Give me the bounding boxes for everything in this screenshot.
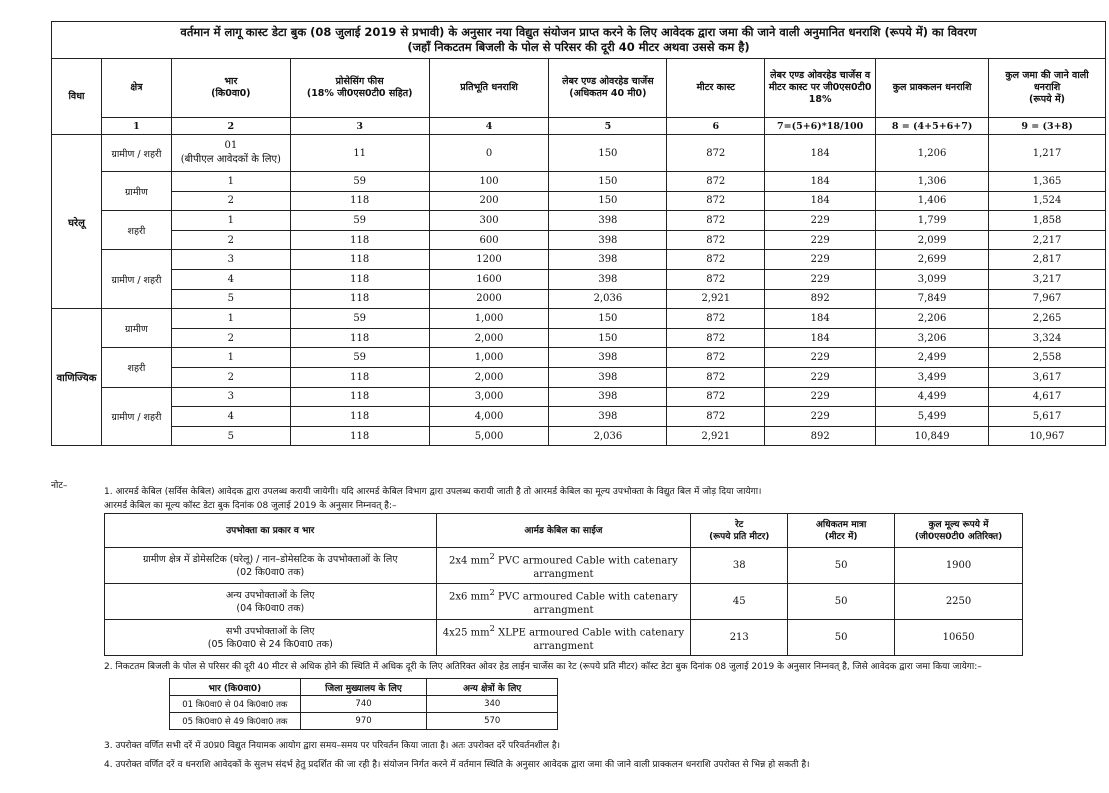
table-cell: 229 (765, 407, 876, 427)
table-cell: 872 (667, 367, 765, 387)
table-cell: 398 (549, 230, 667, 250)
table-cell: 1,000 (429, 348, 549, 368)
table-cell: 118 (290, 250, 429, 270)
table-cell: 2000 (429, 289, 549, 309)
table-cell: 3 (171, 250, 290, 270)
table-cell: 2 (171, 191, 290, 211)
table-cell: 2,036 (549, 289, 667, 309)
table-cell: 150 (549, 191, 667, 211)
table-cell: 118 (290, 367, 429, 387)
table-cell: 1 (171, 211, 290, 231)
cable-rate-cell: 38 (691, 548, 788, 584)
cable-size: 2x6 mm (449, 591, 490, 603)
table-cell: 11 (290, 135, 429, 172)
area-cell: ग्रामीण / शहरी (101, 135, 171, 172)
column-index: 2 (171, 118, 290, 135)
table-cell: 184 (765, 135, 876, 172)
table-cell: 184 (765, 191, 876, 211)
cable-size-cell (436, 620, 691, 656)
note-1: 1. आरमर्ड केबिल (सर्विस केबिल) आवेदक द्वारा उपलब्ध करायी जायेगी। यदि आरमर्ड केबिल विभाग द्वारा उपलब्ध करायी जाती है तो आरमर्ड केबिल का मूल्य उपभोक्ता के विद्युत बिल में जोड़ दिया जायेगा। (104, 487, 762, 497)
load-cell (171, 135, 290, 172)
consumer-type-cell (105, 620, 437, 656)
header-meter-cost: मीटर कास्ट (667, 59, 765, 118)
table-cell: 4 (171, 407, 290, 427)
column-index: 7=(5+6)*18/100 (765, 118, 876, 135)
table-cell: 5,499 (876, 407, 989, 427)
header-total-estimate: कुल प्राक्कलन धनराशि (876, 59, 989, 118)
bpl-note: (बीपीएल आवेदकों के लिए) (180, 154, 281, 165)
table-cell: 872 (667, 250, 765, 270)
column-index: 8 = (4+5+6+7) (876, 118, 989, 135)
table-cell: 59 (290, 172, 429, 192)
table-cell: 184 (765, 172, 876, 192)
cable-description: XLPE armoured Cable with catenary arrangment (494, 627, 685, 652)
cable-description: PVC armoured Cable with catenary arrangment (494, 555, 678, 580)
cable-size: 4x25 mm (442, 627, 490, 639)
consumer-load: (05 कि0वा0 से 24 कि0वा0 तक) (207, 638, 333, 650)
table-cell: 2,921 (667, 426, 765, 446)
table-row (52, 367, 1106, 387)
table-cell: 5 (171, 426, 290, 446)
table-cell: 892 (765, 289, 876, 309)
table-row (105, 620, 1023, 656)
connection-charges-table (51, 21, 1106, 446)
table-cell: 398 (549, 211, 667, 231)
note-4: 4. उपरोक्त वर्णित दरें व धनराशि आवेदकों के सुलभ संदर्भ हेतु प्रदर्शित की जा रही है। संयोजन निर्गत करने में वर्तमान स्थिति के अनुसार आवेदक द्वारा जमा की जाने वाली प्राक्कलन धनराशि उपरोक्त से भिन्न हो सकती है। (104, 760, 810, 770)
header-processing-fee: प्रोसेसिंग फीस (18% जी0एस0टी0 सहित) (290, 59, 429, 118)
table-cell: 1 (171, 172, 290, 192)
table-cell: 229 (765, 230, 876, 250)
consumer-type: ग्रामीण क्षेत्र में डोमेसटिक (घरेलू) / नान–डोमेसटिक के उपभोक्ताओं के लिए (142, 553, 398, 565)
cable-rate-cell: 45 (691, 584, 788, 620)
table-cell: 2,000 (429, 367, 549, 387)
table-cell: 2,699 (876, 250, 989, 270)
table-row (52, 172, 1106, 192)
table-cell: 872 (667, 348, 765, 368)
table-row (52, 426, 1106, 446)
header-labour-overhead: लेबर एण्ड ओवरहेड चार्जेस (अधिकतम 40 मी0) (549, 59, 667, 118)
table-row (52, 230, 1106, 250)
table-cell: 2,099 (876, 230, 989, 250)
table-cell: 872 (667, 309, 765, 329)
title-line-2: (जहाँ निकटतम बिजली के पोल से परिसर की दूरी 40 मीटर अथवा उससे कम है) (407, 40, 750, 54)
table-cell: 229 (765, 269, 876, 289)
header-district-hq: जिला मुख्यालय के लिए (300, 679, 427, 696)
table-cell: 7,967 (989, 289, 1106, 309)
table-cell: 398 (549, 387, 667, 407)
title-line-1: वर्तमान में लागू कास्ट डेटा बुक (08 जुलाई 2019 से प्रभावी) के अनुसार नया विद्युत संयोजन प्राप्त करने के लिए आवेदक द्वारा जमा की जाने वाली अनुमानित धनराशि (रूपये में) का विवरण (180, 25, 977, 39)
cable-qty-cell: 50 (788, 620, 895, 656)
table-cell: 229 (765, 348, 876, 368)
table-row (52, 407, 1106, 427)
table-row (52, 269, 1106, 289)
table-cell: 872 (667, 269, 765, 289)
table-cell: 300 (429, 211, 549, 231)
cable-size-cell (436, 548, 691, 584)
table-cell: 570 (427, 713, 558, 730)
table-cell: 184 (765, 328, 876, 348)
table-cell: 398 (549, 269, 667, 289)
table-cell: 229 (765, 211, 876, 231)
area-cell: शहरी (101, 348, 171, 387)
table-cell: 7,849 (876, 289, 989, 309)
column-index: 4 (429, 118, 549, 135)
table-row (52, 348, 1106, 368)
header-other-areas: अन्य क्षेत्रों के लिए (427, 679, 558, 696)
table-cell: 2,499 (876, 348, 989, 368)
column-index: 1 (101, 118, 171, 135)
table-row (52, 309, 1106, 329)
table-row (170, 713, 558, 730)
table-cell: 3,324 (989, 328, 1106, 348)
area-cell: ग्रामीण (101, 309, 171, 348)
table-cell: 2 (171, 367, 290, 387)
table-row (52, 191, 1106, 211)
table-cell: 5,000 (429, 426, 549, 446)
category-cell: घरेलू (52, 135, 102, 309)
table-cell: 2,817 (989, 250, 1106, 270)
table-cell: 1,406 (876, 191, 989, 211)
table-cell: 150 (549, 135, 667, 172)
table-cell: 150 (549, 328, 667, 348)
table-cell: 872 (667, 230, 765, 250)
column-index: 5 (549, 118, 667, 135)
header-total-value: कुल मूल्य रूपये में (जी0एस0टी0 अतिरिक्त) (895, 514, 1023, 548)
table-cell: 5 (171, 289, 290, 309)
column-index: 6 (667, 118, 765, 135)
table-cell: 4,617 (989, 387, 1106, 407)
table-cell: 3,099 (876, 269, 989, 289)
table-row (52, 135, 1106, 172)
table-cell: 2,000 (429, 328, 549, 348)
table-cell: 59 (290, 211, 429, 231)
header-gst: लेबर एण्ड ओवरहेड चार्जेस व मीटर कास्ट पर जी0एस0टी0 18% (765, 59, 876, 118)
table-cell: 892 (765, 426, 876, 446)
table-cell: 1,524 (989, 191, 1106, 211)
table-cell: 1,000 (429, 309, 549, 329)
table-row (105, 548, 1023, 584)
area-cell: ग्रामीण (101, 172, 171, 211)
table-cell: 0 (429, 135, 549, 172)
table-cell: 229 (765, 367, 876, 387)
table-cell: 3,617 (989, 367, 1106, 387)
column-index: 3 (290, 118, 429, 135)
table-cell: 59 (290, 348, 429, 368)
note-label: नोट– (51, 481, 68, 491)
note-2: 2. निकटतम बिजली के पोल से परिसर की दूरी 40 मीटर से अधिक होने की स्थिति में अधिक दूरी के लिए अतिरिक्त ओवर हेड लाईन चार्जेस का रेट (रूपये प्रति मीटर) कॉस्ट डेटा बुक दिनांक 08 जुलाई 2019 के अनुसार निम्नवत् है, जिसे आवेदक द्वारा जमा किया जायेगा:– (104, 662, 982, 672)
table-cell: 398 (549, 250, 667, 270)
consumer-load: (02 कि0वा0 तक) (236, 566, 305, 578)
table-cell: 01 कि0वा0 से 04 कि0वा0 तक (170, 696, 301, 713)
table-cell: 118 (290, 289, 429, 309)
overhead-line-rate-table (169, 678, 558, 730)
table-cell: 872 (667, 387, 765, 407)
table-cell: 872 (667, 135, 765, 172)
table-cell: 229 (765, 250, 876, 270)
table-cell: 2,558 (989, 348, 1106, 368)
consumer-load: (04 कि0वा0 तक) (236, 602, 305, 614)
table-row (52, 250, 1106, 270)
cable-size-exponent: 2 (489, 623, 495, 634)
table-cell: 150 (549, 309, 667, 329)
cable-qty-cell: 50 (788, 584, 895, 620)
table-cell: 4 (171, 269, 290, 289)
area-cell: ग्रामीण / शहरी (101, 250, 171, 309)
table-row (52, 387, 1106, 407)
table-cell: 200 (429, 191, 549, 211)
table-cell: 3,206 (876, 328, 989, 348)
table-cell: 118 (290, 269, 429, 289)
table-cell: 970 (300, 713, 427, 730)
table-cell: 118 (290, 426, 429, 446)
bpl-load-value: 01 (224, 140, 238, 151)
table-cell: 118 (290, 230, 429, 250)
table-cell: 872 (667, 172, 765, 192)
table-cell: 2,217 (989, 230, 1106, 250)
table-cell: 229 (765, 387, 876, 407)
header-rate: रेट (रूपये प्रति मीटर) (691, 514, 788, 548)
table-title (52, 22, 1106, 59)
table-cell: 4,000 (429, 407, 549, 427)
table-cell: 4,499 (876, 387, 989, 407)
table-cell: 05 कि0वा0 से 49 कि0वा0 तक (170, 713, 301, 730)
table-cell: 118 (290, 191, 429, 211)
consumer-type-cell (105, 548, 437, 584)
table-cell: 2,036 (549, 426, 667, 446)
table-cell: 1,858 (989, 211, 1106, 231)
table-cell: 2,921 (667, 289, 765, 309)
table-cell: 2 (171, 230, 290, 250)
header-total-deposit: कुल जमा की जाने वाली धनराशि (रूपये में) (989, 59, 1106, 118)
table-cell: 1200 (429, 250, 549, 270)
table-cell: 740 (300, 696, 427, 713)
table-cell: 2,265 (989, 309, 1106, 329)
table-row (52, 328, 1106, 348)
consumer-type-cell (105, 584, 437, 620)
table-cell: 1,206 (876, 135, 989, 172)
header-category: विधा (52, 59, 102, 135)
table-cell: 2,206 (876, 309, 989, 329)
table-row (105, 584, 1023, 620)
header-load-range: भार (कि0वा0) (170, 679, 301, 696)
table-cell: 872 (667, 328, 765, 348)
cable-total-cell: 1900 (895, 548, 1023, 584)
table-cell: 872 (667, 191, 765, 211)
table-cell: 10,849 (876, 426, 989, 446)
table-cell: 5,617 (989, 407, 1106, 427)
table-cell: 1 (171, 309, 290, 329)
header-cable-size: आर्मड केबिल का साईज (436, 514, 691, 548)
table-cell: 184 (765, 309, 876, 329)
cable-rate-cell: 213 (691, 620, 788, 656)
consumer-type: सभी उपभोक्ताओं के लिए (226, 625, 315, 637)
table-cell: 340 (427, 696, 558, 713)
category-cell: वाणिज्यिक (52, 309, 102, 446)
header-area: क्षेत्र (101, 59, 171, 118)
table-cell: 3 (171, 387, 290, 407)
cable-size-cell (436, 584, 691, 620)
cable-qty-cell: 50 (788, 548, 895, 584)
consumer-type: अन्य उपभोक्ताओं के लिए (226, 589, 315, 601)
armoured-cable-table (104, 513, 1023, 656)
cable-description: PVC armoured Cable with catenary arrangment (494, 591, 678, 616)
cable-total-cell: 10650 (895, 620, 1023, 656)
table-cell: 3,499 (876, 367, 989, 387)
table-cell: 1,799 (876, 211, 989, 231)
table-row (170, 696, 558, 713)
table-cell: 1 (171, 348, 290, 368)
header-load: भार (कि0वा0) (171, 59, 290, 118)
table-cell: 150 (549, 172, 667, 192)
table-cell: 1,217 (989, 135, 1106, 172)
table-cell: 2 (171, 328, 290, 348)
note-3: 3. उपरोक्त वर्णित सभी दरें में उ0प्र0 विद्युत नियामक आयोग द्वारा समय–समय पर परिवर्तन किया जाता है। अतः उपरोक्त दरें परिवर्तनशील है। (104, 741, 561, 751)
table-cell: 118 (290, 387, 429, 407)
table-cell: 600 (429, 230, 549, 250)
header-consumer-type: उपभोक्ता का प्रकार व भार (105, 514, 437, 548)
table-cell: 1600 (429, 269, 549, 289)
table-cell: 1,306 (876, 172, 989, 192)
table-cell: 398 (549, 407, 667, 427)
table-cell: 118 (290, 328, 429, 348)
table-cell: 118 (290, 407, 429, 427)
table-cell: 3,217 (989, 269, 1106, 289)
table-cell: 10,967 (989, 426, 1106, 446)
cable-size: 2x4 mm (449, 555, 490, 567)
area-cell: ग्रामीण / शहरी (101, 387, 171, 446)
table-cell: 1,365 (989, 172, 1106, 192)
table-cell: 398 (549, 367, 667, 387)
header-max-quantity: अधिकतम मात्रा (मीटर में) (788, 514, 895, 548)
table-row (52, 289, 1106, 309)
column-index: 9 = (3+8) (989, 118, 1106, 135)
table-cell: 3,000 (429, 387, 549, 407)
cable-size-exponent: 2 (489, 587, 495, 598)
cable-total-cell: 2250 (895, 584, 1023, 620)
table-row (52, 211, 1106, 231)
table-cell: 872 (667, 407, 765, 427)
table-cell: 100 (429, 172, 549, 192)
note-1b: आरमर्ड केबिल का मूल्य कॉस्ट डेटा बुक दिनांक 08 जुलाई 2019 के अनुसार निम्नवत् है:– (104, 501, 397, 511)
area-cell: शहरी (101, 211, 171, 250)
header-security-amount: प्रतिभूति धनराशि (429, 59, 549, 118)
table-cell: 59 (290, 309, 429, 329)
table-cell: 872 (667, 211, 765, 231)
table-cell: 398 (549, 348, 667, 368)
cable-size-exponent: 2 (489, 551, 495, 562)
